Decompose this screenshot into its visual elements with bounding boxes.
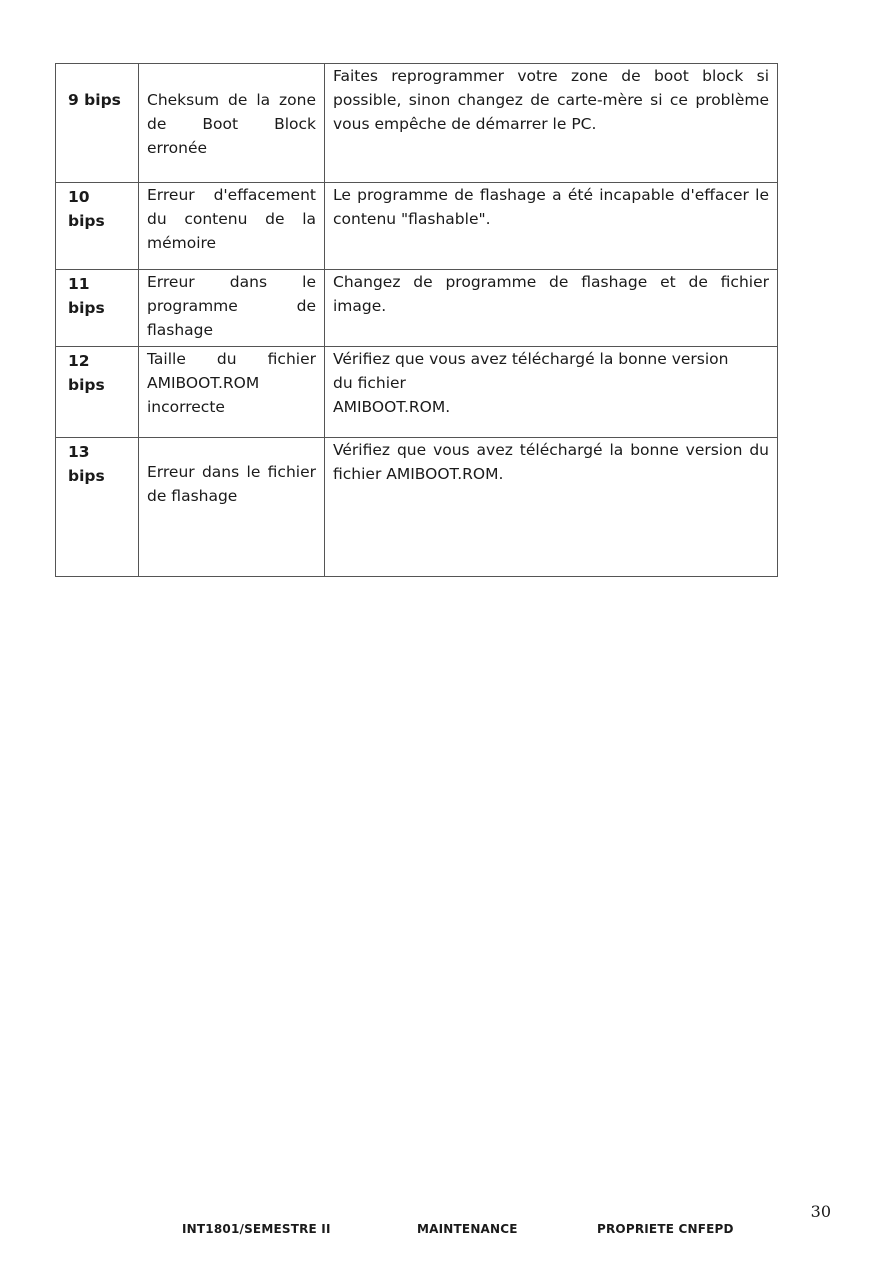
beep-code-cell xyxy=(56,270,139,347)
beep-code-cell xyxy=(56,64,139,183)
beep-code-number: 13 xyxy=(68,443,90,461)
beep-code-number: 12 xyxy=(68,352,90,370)
table-row xyxy=(56,347,778,438)
footer-ownership: PROPRIETE CNFEPD xyxy=(597,1222,734,1236)
beep-code-unit: bips xyxy=(68,376,105,394)
error-description: Erreur dans le fichier de flashage xyxy=(139,438,325,577)
beep-code: 9 bips xyxy=(68,91,121,109)
table-row xyxy=(56,270,778,347)
description-line: incorrecte xyxy=(147,398,225,416)
beep-code-unit: bips xyxy=(68,299,105,317)
page-number: 30 xyxy=(810,1202,831,1221)
error-description: Cheksum de la zone de Boot Block erronée xyxy=(139,64,325,183)
beep-code-unit: bips xyxy=(68,467,105,485)
footer-subject: MAINTENANCE xyxy=(417,1222,518,1236)
error-description: Erreur dans le programme de flashage xyxy=(139,270,325,347)
beep-code-number: 10 xyxy=(68,188,90,206)
beep-code-cell xyxy=(56,438,139,577)
beep-code-number: 11 xyxy=(68,275,90,293)
corrective-action: Changez de programme de flashage et de fichier image. xyxy=(325,270,778,347)
beep-codes-table xyxy=(55,63,778,577)
beep-code-cell xyxy=(56,347,139,438)
action-line: du fichier xyxy=(333,374,406,392)
corrective-action: Le programme de flashage a été incapable d'effacer le contenu "flashable". xyxy=(325,183,778,270)
beep-code-cell xyxy=(56,183,139,270)
description-line: AMIBOOT.ROM xyxy=(147,374,260,392)
footer-course-code: INT1801/SEMESTRE II xyxy=(182,1222,331,1236)
table-row xyxy=(56,64,778,183)
table-row xyxy=(56,438,778,577)
error-description: Erreur d'effacement du contenu de la mémoire xyxy=(139,183,325,270)
table-row xyxy=(56,183,778,270)
beep-code-unit: bips xyxy=(68,212,105,230)
action-line: Vérifiez que vous avez téléchargé la bonne version xyxy=(333,350,729,368)
action-line: AMIBOOT.ROM. xyxy=(333,398,451,416)
corrective-action: Faites reprogrammer votre zone de boot block si possible, sinon changez de carte-mère si ce problème vous empêche de démarrer le PC. xyxy=(325,64,778,183)
error-description xyxy=(139,347,325,438)
corrective-action xyxy=(325,347,778,438)
corrective-action: Vérifiez que vous avez téléchargé la bonne version du fichier AMIBOOT.ROM. xyxy=(325,438,778,577)
description-line: Taille du fichier xyxy=(147,350,316,368)
